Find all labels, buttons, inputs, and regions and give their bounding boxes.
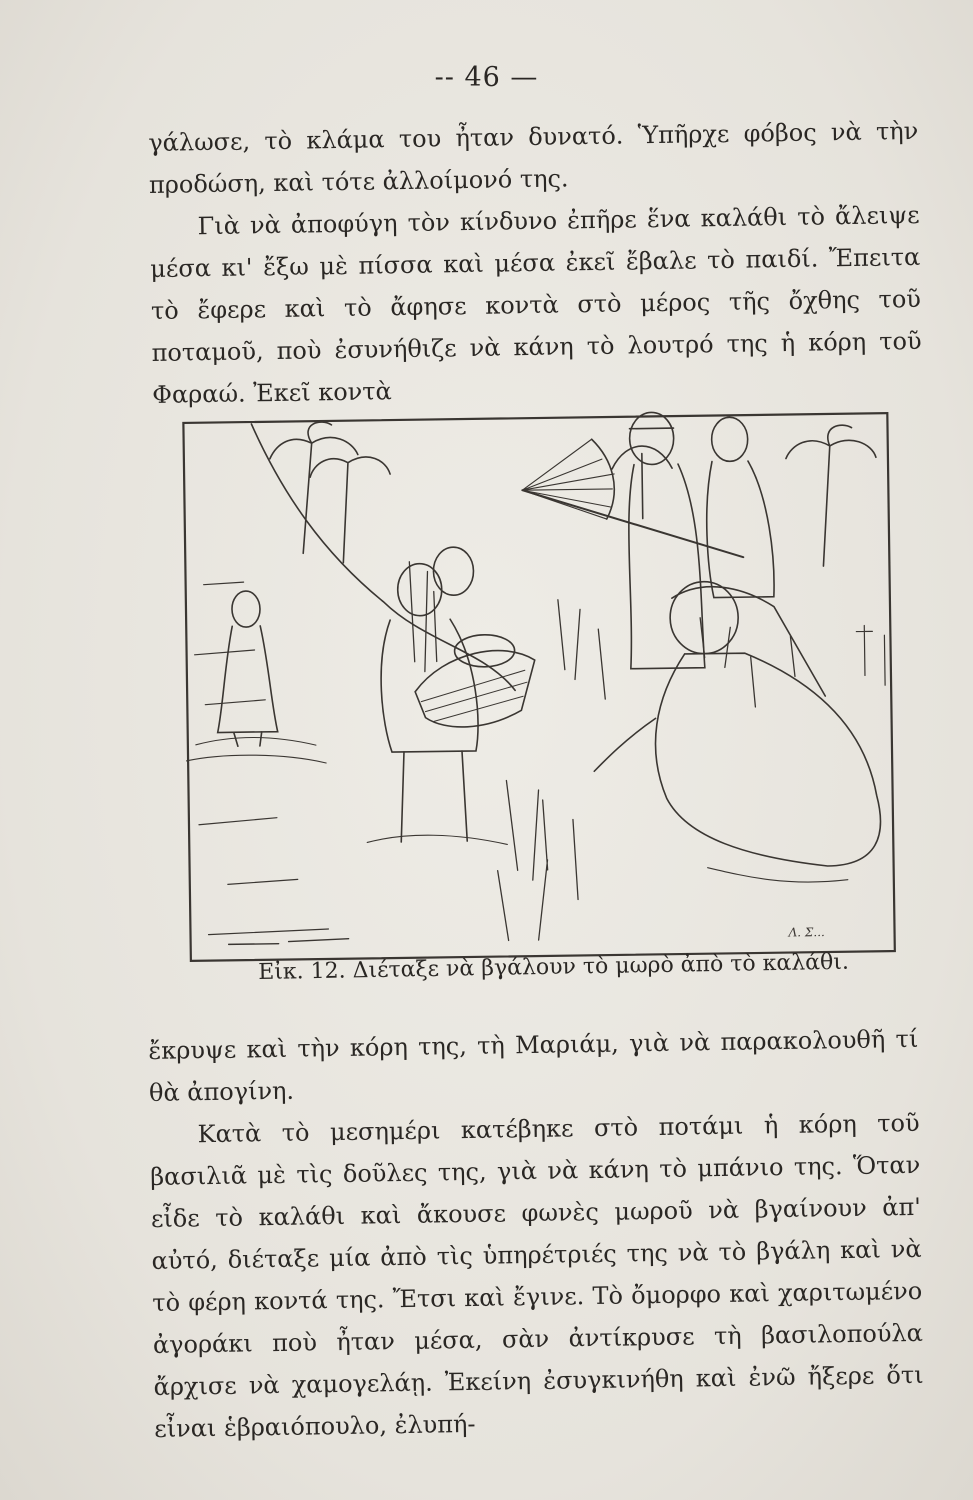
fan: [522, 439, 615, 520]
artist-signature: Λ. Σ...: [788, 925, 825, 940]
servant-robe: [628, 464, 705, 669]
page-number: -- 46 —: [434, 62, 539, 93]
attendant-head: [711, 417, 748, 461]
text-block-top: [148, 110, 923, 416]
illustration-moses-in-basket: [181, 395, 899, 965]
text-block-bottom: [148, 1018, 925, 1450]
paragraph: Κατὰ τὸ μεσημέρι κατέβηκε στὸ ποτάμι ἡ κόρη τοῦ βασιλιᾶ μὲ τὶς δοῦλες της, γιὰ νὰ κάνη τὸ μπάνιο της. Ὅταν εἶδε τὸ καλάθι καὶ ἄκουσε φωνὲς μωροῦ νὰ βγαίνουν ἀπ' αὐτό, διέταξε μία ἀπὸ τὶς ὑπηρέτριές της νὰ τὸ βγάλη καὶ νὰ τὸ φέρη κοντά της. Ἔτσι καὶ ἔγινε. Τὸ ὄμορφο καὶ χαριτωμένο ἀγοράκι ποὺ ἦταν μέσα, σὰν ἀντίκρυσε τὴ βασιλοπούλα ἄρχισε νὰ χαμογελάῃ. Ἐκείνη ἐσυγκινήθη καὶ ἐνῶ ἤξερε ὅτι εἶναι ἑβραιόπουλο, ἐλυπή-: [150, 1108, 924, 1443]
servant2-legs: [400, 751, 467, 842]
palm-tree: [785, 425, 877, 567]
paragraph: ἔκρυψε καὶ τὴν κόρη της, τὴ Μαριάμ, γιὰ νὰ παρακολουθῆ τί θὰ ἀπογίνη.: [148, 1024, 919, 1107]
servant-head: [629, 412, 674, 465]
servant2-head: [397, 563, 442, 616]
palm-tree: [269, 422, 359, 554]
water-ripples: [186, 736, 326, 765]
princess-arm: [594, 718, 657, 771]
palm-tree: [612, 446, 673, 519]
princess-veil: [672, 585, 826, 698]
engraving-drawing: [181, 395, 899, 965]
palm-tree: [310, 457, 391, 563]
attendant-robe: [706, 461, 774, 598]
paragraph: Γιὰ νὰ ἀποφύγη τὸν κίνδυνο ἐπῆρε ἕνα καλάθι τὸ ἄλειψε μέσα κι' ἔξω μὲ πίσσα καὶ μέσα ἐκεῖ ἔβαλε τὸ παιδί. Ἔπειτα τὸ ἔφερε καὶ τὸ ἄφησε κοντὰ στὸ μέρος τῆς ὄχθης τοῦ ποταμοῦ, ποὺ ἐσυνήθιζε νὰ κάνη τὸ λουτρό της ἡ κόρη τοῦ Φαραώ. Ἐκεῖ κοντὰ: [150, 200, 922, 409]
flowers: [856, 625, 885, 685]
miriam-head: [232, 591, 260, 627]
miriam-dress: [216, 626, 277, 733]
princess-robe: [654, 651, 881, 868]
paragraph: γάλωσε, τὸ κλάμα του ἦταν δυνατό. Ὑπῆρχε φόβος νὰ τὴν προδώση, καὶ τότε ἀλλοίμονό της.: [148, 116, 919, 199]
reeds: [409, 556, 795, 711]
servant3-head: [433, 547, 474, 596]
figure-caption: Εἰκ. 12. Διέταξε νὰ βγάλουν τὸ μωρὸ ἀπὸ τὸ καλάθι.: [258, 949, 850, 985]
reeds: [496, 780, 578, 941]
fan-pole: [522, 487, 743, 560]
